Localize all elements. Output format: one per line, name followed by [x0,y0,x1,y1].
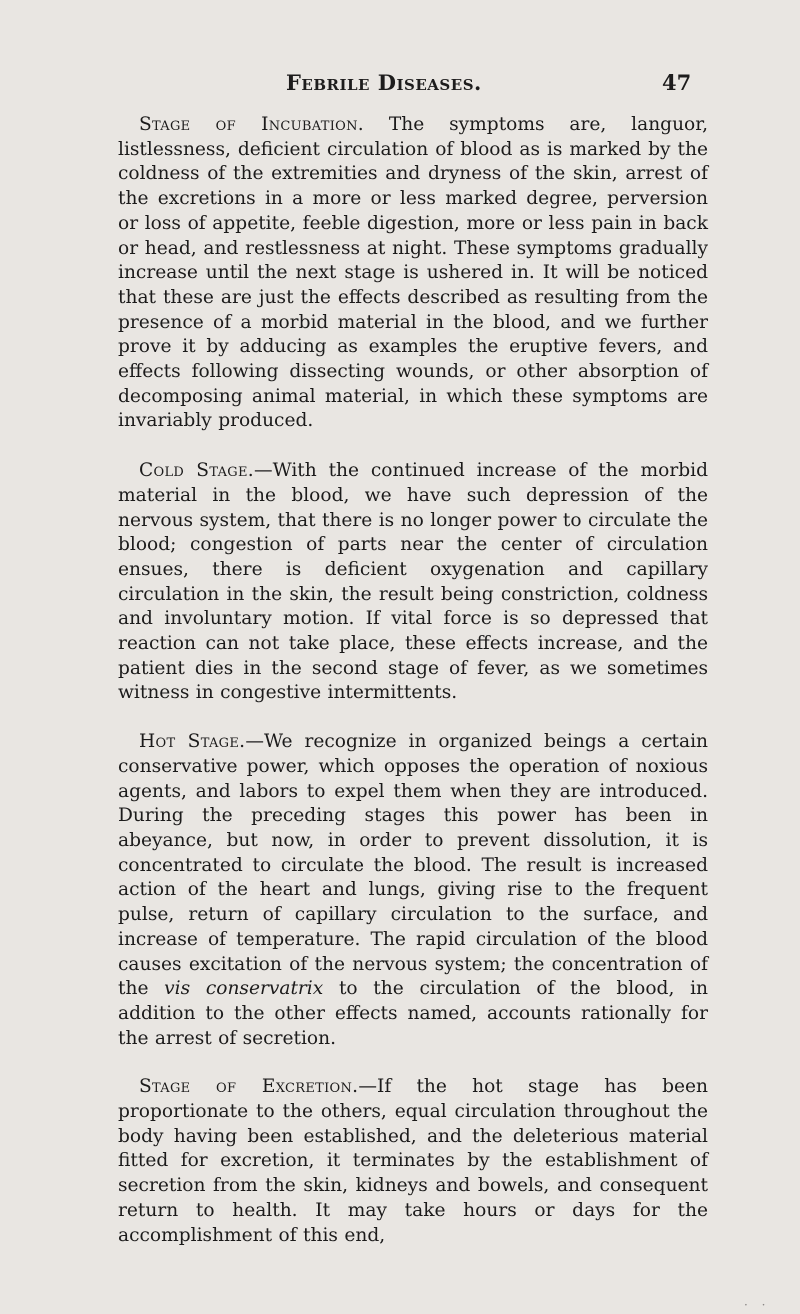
paragraph-cold-stage [118,459,708,706]
page-number: 47 [662,70,692,95]
running-head-title: Febrile Diseases. [286,70,482,95]
paragraph-text: —With the continued increase of the morbid material in the blood, we have such depression of the nervous system, that there is no longer power to circulate the blood; congestion of parts near the center of circulation ensues, there is deficient oxygenation and capillary circulation in the skin, the result being constriction, coldness and involuntary motion. If vital force is so depressed that reaction can not take place, these effects increase, and the patient dies in the second stage of fever, as we sometimes witness in congestive intermittents. [118,460,708,704]
italic-phrase: vis conservatrix [164,978,324,1000]
section-heading-excretion: Stage of Excretion. [139,1076,359,1098]
paragraph-text: —We recognize in organized beings a certain conservative power, which opposes the operation of noxious agents, and labors to expel them when they are introduced. During the preceding stages this power has been in abeyance, but now, in order to prevent dissolution, it is concentrated to circulate the blood. The result is increased action of the heart and lungs, giving rise to the frequent pulse, return of capillary circulation to the surface, and increase of temperature. The rapid circulation of the blood causes excitation of the nervous system; the concentration of the [118,731,708,1000]
section-heading-hot-stage: Hot Stage. [139,731,246,753]
paragraph-text: The symptoms are, languor, listlessness, deficient circulation of blood as is marked by the coldness of the extremities and dryness of the skin, arrest of the excretions in a more or less marked degree, perversion or loss of appetite, feeble digestion, more or less pain in back or head, and restlessness at night. These symptoms gradually increase until the next stage is ushered in. It will be noticed that these are just the effects described as resulting from the presence of a morbid material in the blood, and we further prove it by adducing as examples the eruptive fevers, and effects following dissecting wounds, or other absorption of decomposing animal material, in which these symptoms are invariably produced. [118,114,708,432]
running-head [0,70,800,100]
paragraph-stage-of-excretion [118,1075,708,1248]
paragraph-text: to the circulation of the blood, in addition to the other effects named, accounts rationally for the arrest of secretion. [118,978,708,1049]
paragraph-hot-stage [118,730,708,1051]
section-heading-cold-stage: Cold Stage. [139,460,254,482]
paragraph-text: —If the hot stage has been proportionate to the others, equal circulation throughout the body having been established, and the deleterious material fitted for excretion, it terminates by the establishment of secretion from the skin, kidneys and bowels, and consequent return to health. It may take hours or days for the accomplishment of this end, [118,1076,708,1246]
section-heading-incubation: Stage of Incubation. [139,114,364,135]
paragraph-stage-of-incubation [118,113,708,434]
paper-specks: · · [744,1298,771,1312]
body-text [118,113,708,1272]
